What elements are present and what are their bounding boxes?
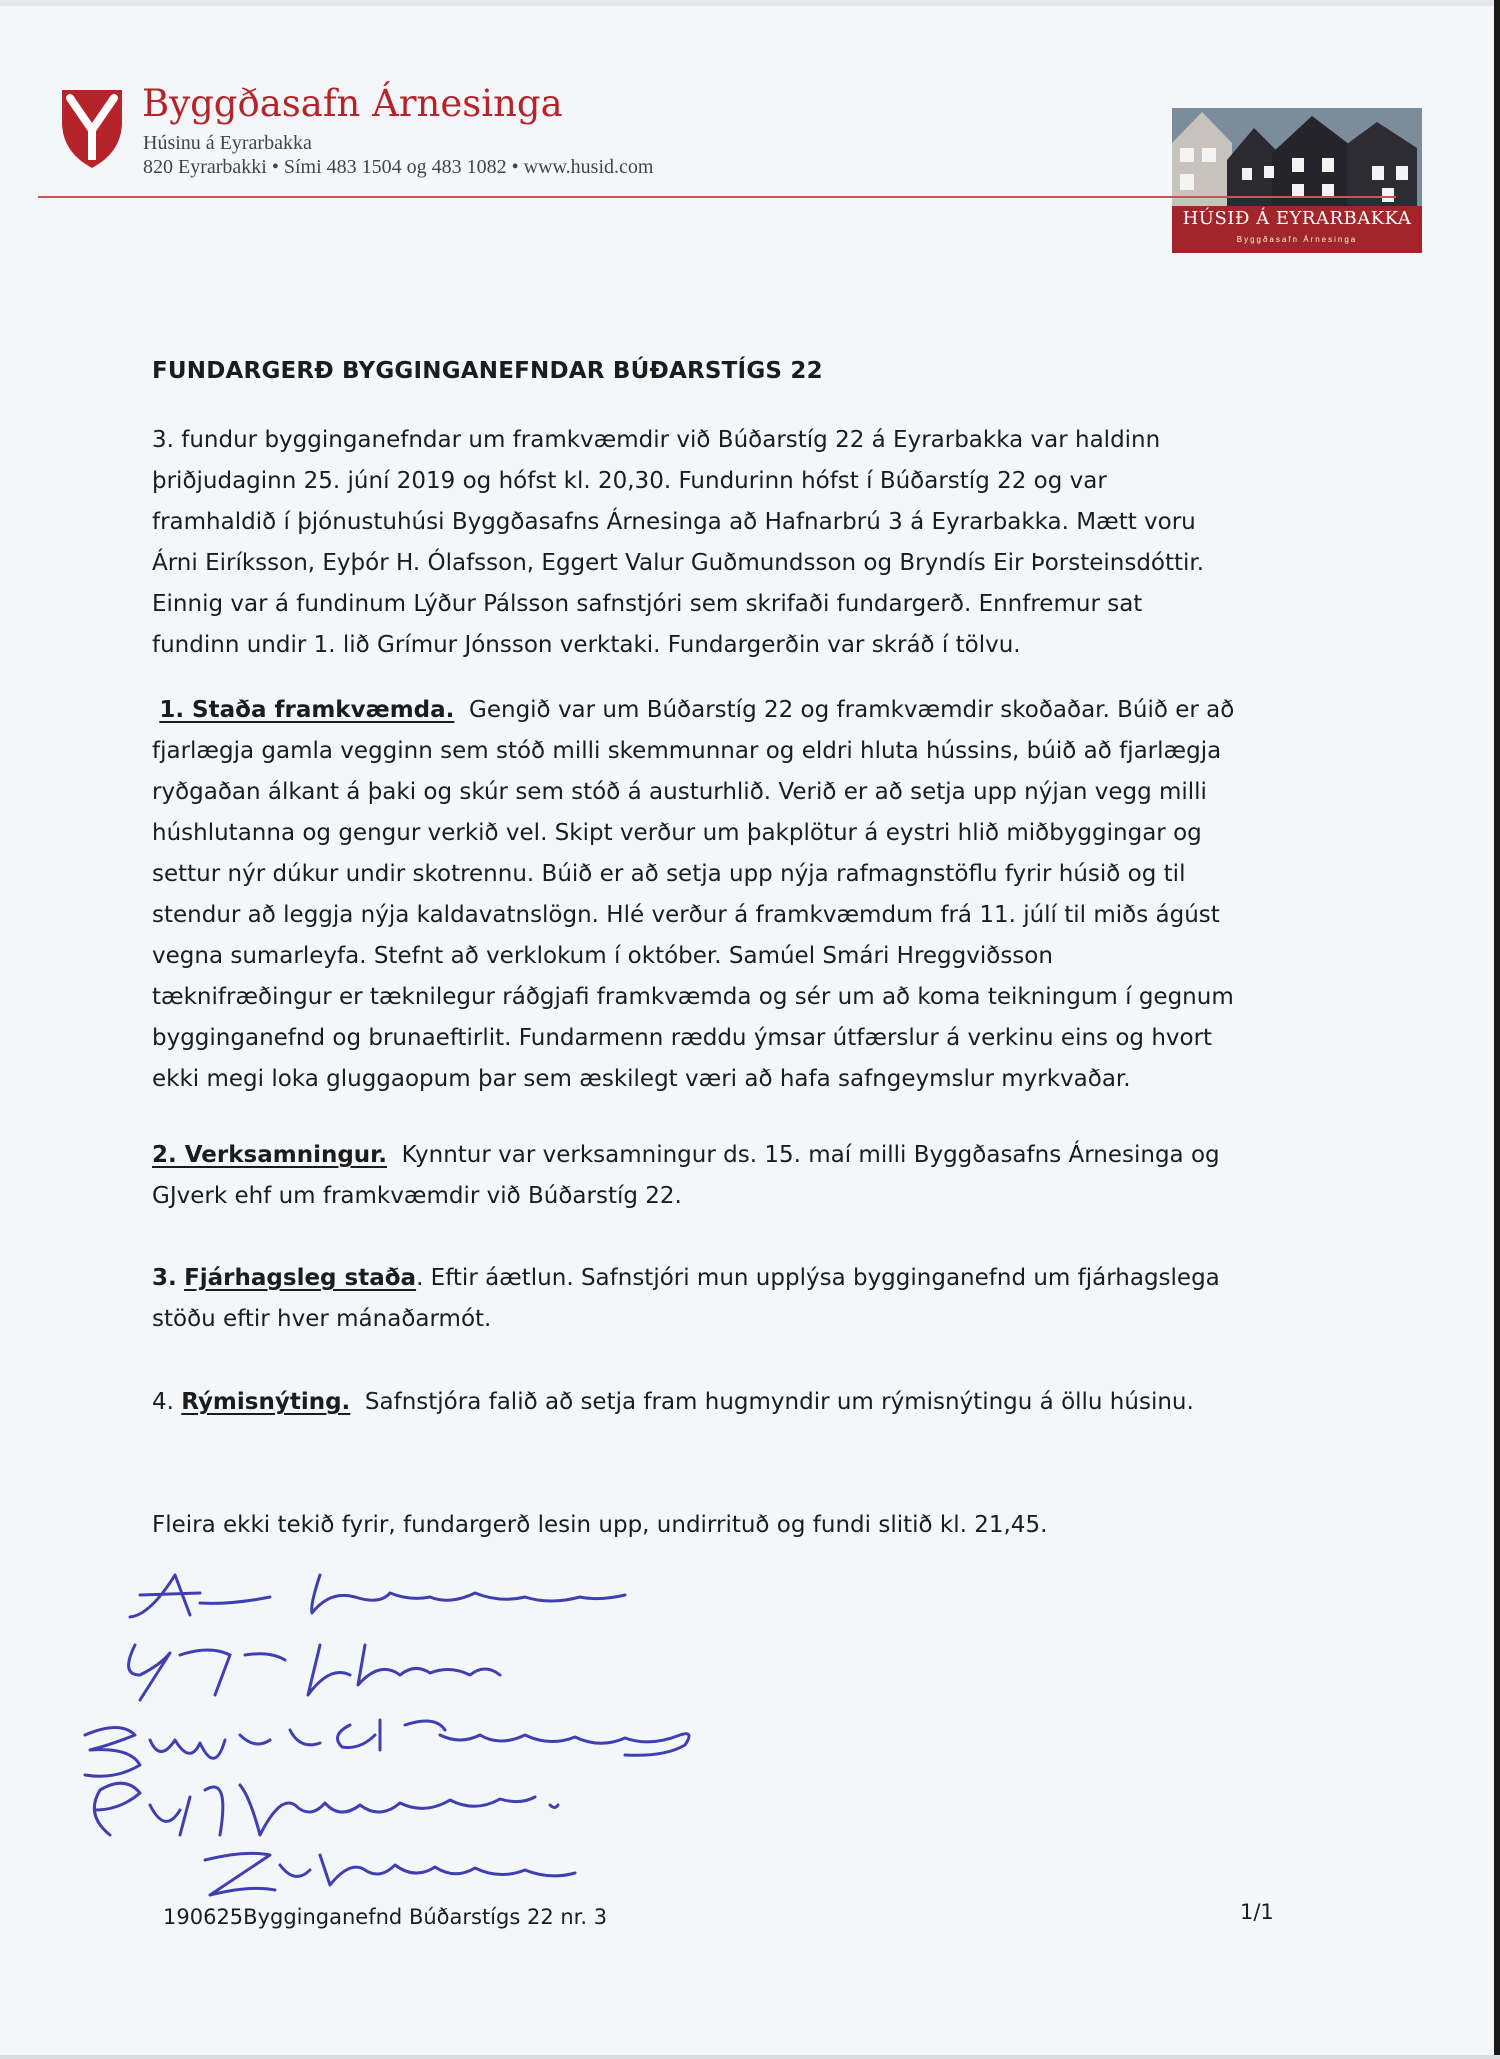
signature-1 xyxy=(130,1575,625,1617)
paragraph-line xyxy=(152,1382,1282,1423)
museum-logo-icon xyxy=(60,88,124,170)
paragraph-line xyxy=(152,1135,1282,1176)
paragraph-line: fjarlægja gamla vegginn sem stóð milli skemmunnar og eldri hluta hússins, búið að fjarlægja xyxy=(152,738,1222,764)
signature-5 xyxy=(205,1853,575,1895)
closing-line: Fleira ekki tekið fyrir, fundargerð lesin upp, undirrituð og fundi slitið kl. 21,45. xyxy=(152,1512,1048,1538)
letterhead xyxy=(60,80,1412,244)
item-2-text: Kynntur var verksamningur ds. 15. maí milli Byggðasafns Árnesinga og xyxy=(401,1142,1220,1168)
paragraph-line: Árni Eiríksson, Eyþór H. Ólafsson, Eggert Valur Guðmundsson og Bryndís Eir Þorsteinsdóttir. xyxy=(152,550,1205,576)
document-title: FUNDARGERÐ BYGGINGANEFNDAR BÚÐARSTÍGS 22 xyxy=(152,358,823,384)
handwritten-signatures xyxy=(80,1535,840,1915)
item-2-paragraph xyxy=(152,1135,1282,1217)
paragraph-line: ryðgaðan álkant á þaki og skúr sem stóð á austurhlið. Verið er að setja upp nýjan vegg milli xyxy=(152,779,1207,805)
scan-edge xyxy=(0,0,1500,6)
house-badge xyxy=(1172,108,1422,253)
item-3-paragraph xyxy=(152,1258,1282,1340)
item-1-heading: 1. Staða framkvæmda. xyxy=(159,697,455,723)
badge-subtitle: Byggðasafn Árnesinga xyxy=(1236,235,1358,244)
item-3-heading: Fjárhagsleg staða xyxy=(184,1265,417,1291)
paragraph-line: vegna sumarleyfa. Stefnt að verklokum í október. Samúel Smári Hreggviðsson xyxy=(152,943,1053,969)
scan-edge xyxy=(0,2055,1500,2059)
paragraph-line: húshlutanna og gengur verkið vel. Skipt verður um þakplötur á eystri hlið miðbyggingar og xyxy=(152,820,1202,846)
paragraph-line: þriðjudaginn 25. júní 2019 og hófst kl. 20,30. Fundurinn hófst í Búðarstíg 22 og var xyxy=(152,468,1107,494)
item-4-text: Safnstjóra falið að setja fram hugmyndir um rýmisnýtingu á öllu húsinu. xyxy=(364,1389,1194,1415)
org-name: Byggðasafn Árnesinga xyxy=(142,82,563,125)
item-2-heading: 2. Verksamningur. xyxy=(152,1142,387,1168)
signature-3 xyxy=(85,1720,689,1776)
paragraph-line: stöðu eftir hver mánaðarmót. xyxy=(152,1306,492,1332)
paragraph-line: ekki megi loka gluggaopum þar sem æskilegt væri að hafa safngeymslur myrkvaðar. xyxy=(152,1066,1131,1092)
footer-page-number: 1/1 xyxy=(1240,1900,1274,1924)
signature-2 xyxy=(129,1645,500,1700)
item-3-number: 3. xyxy=(152,1265,177,1291)
item-4-number: 4. xyxy=(152,1389,174,1415)
paragraph-line: stendur að leggja nýja kaldavatnslögn. Hlé verður á framkvæmdum frá 11. júlí til miðs ágúst xyxy=(152,902,1220,928)
intro-paragraph xyxy=(152,420,1282,666)
paragraph-line xyxy=(152,690,1282,731)
paragraph-line: 3. fundur bygginganefndar um framkvæmdir við Búðarstíg 22 á Eyrarbakka var haldinn xyxy=(152,427,1161,453)
badge-title: HÚSIÐ Á EYRARBAKKA xyxy=(1182,208,1412,229)
org-contact-line: 820 Eyrarbakki • Sími 483 1504 og 483 1082 • www.husid.com xyxy=(143,156,654,178)
paragraph-line: framhaldið í þjónustuhúsi Byggðasafns Árnesinga að Hafnarbrú 3 á Eyrarbakka. Mætt voru xyxy=(152,509,1196,535)
item-4-heading: Rýmisnýting. xyxy=(181,1389,351,1415)
scan-edge xyxy=(1494,0,1500,2059)
item-3-text: . Eftir áætlun. Safnstjóri mun upplýsa bygginganefnd um fjárhagslega xyxy=(416,1265,1220,1291)
paragraph-line: GJverk ehf um framkvæmdir við Búðarstíg 22. xyxy=(152,1183,682,1209)
paragraph-line: tæknifræðingur er tæknilegur ráðgjafi framkvæmda og sér um að koma teikningum í gegnum xyxy=(152,984,1234,1010)
paragraph-line: settur nýr dúkur undir skotrennu. Búið er að setja upp nýja rafmagnstöflu fyrir húsið og til xyxy=(152,861,1186,887)
footer-file-name: 190625Bygginganefnd Búðarstígs 22 nr. 3 xyxy=(163,1905,608,1929)
paragraph-line: bygginganefnd og brunaeftirlit. Fundarmenn ræddu ýmsar útfærslur á verkinu eins og hvort xyxy=(152,1025,1213,1051)
signature-4 xyxy=(94,1783,558,1835)
item-1-paragraph xyxy=(152,690,1282,1100)
item-4-paragraph xyxy=(152,1382,1282,1423)
item-1-text: Gengið var um Búðarstíg 22 og framkvæmdir skoðaðar. Búið er að xyxy=(469,697,1235,723)
paragraph-line: fundinn undir 1. lið Grímur Jónsson verktaki. Fundargerðin var skráð í tölvu. xyxy=(152,632,1021,658)
letterhead-divider xyxy=(38,196,1396,198)
paragraph-line: Einnig var á fundinum Lýður Pálsson safnstjóri sem skrifaði fundargerð. Ennfremur sat xyxy=(152,591,1143,617)
paragraph-line xyxy=(152,1258,1282,1299)
house-illustration-icon xyxy=(1172,108,1422,208)
org-address-line1: Húsinu á Eyrarbakka xyxy=(143,132,312,154)
